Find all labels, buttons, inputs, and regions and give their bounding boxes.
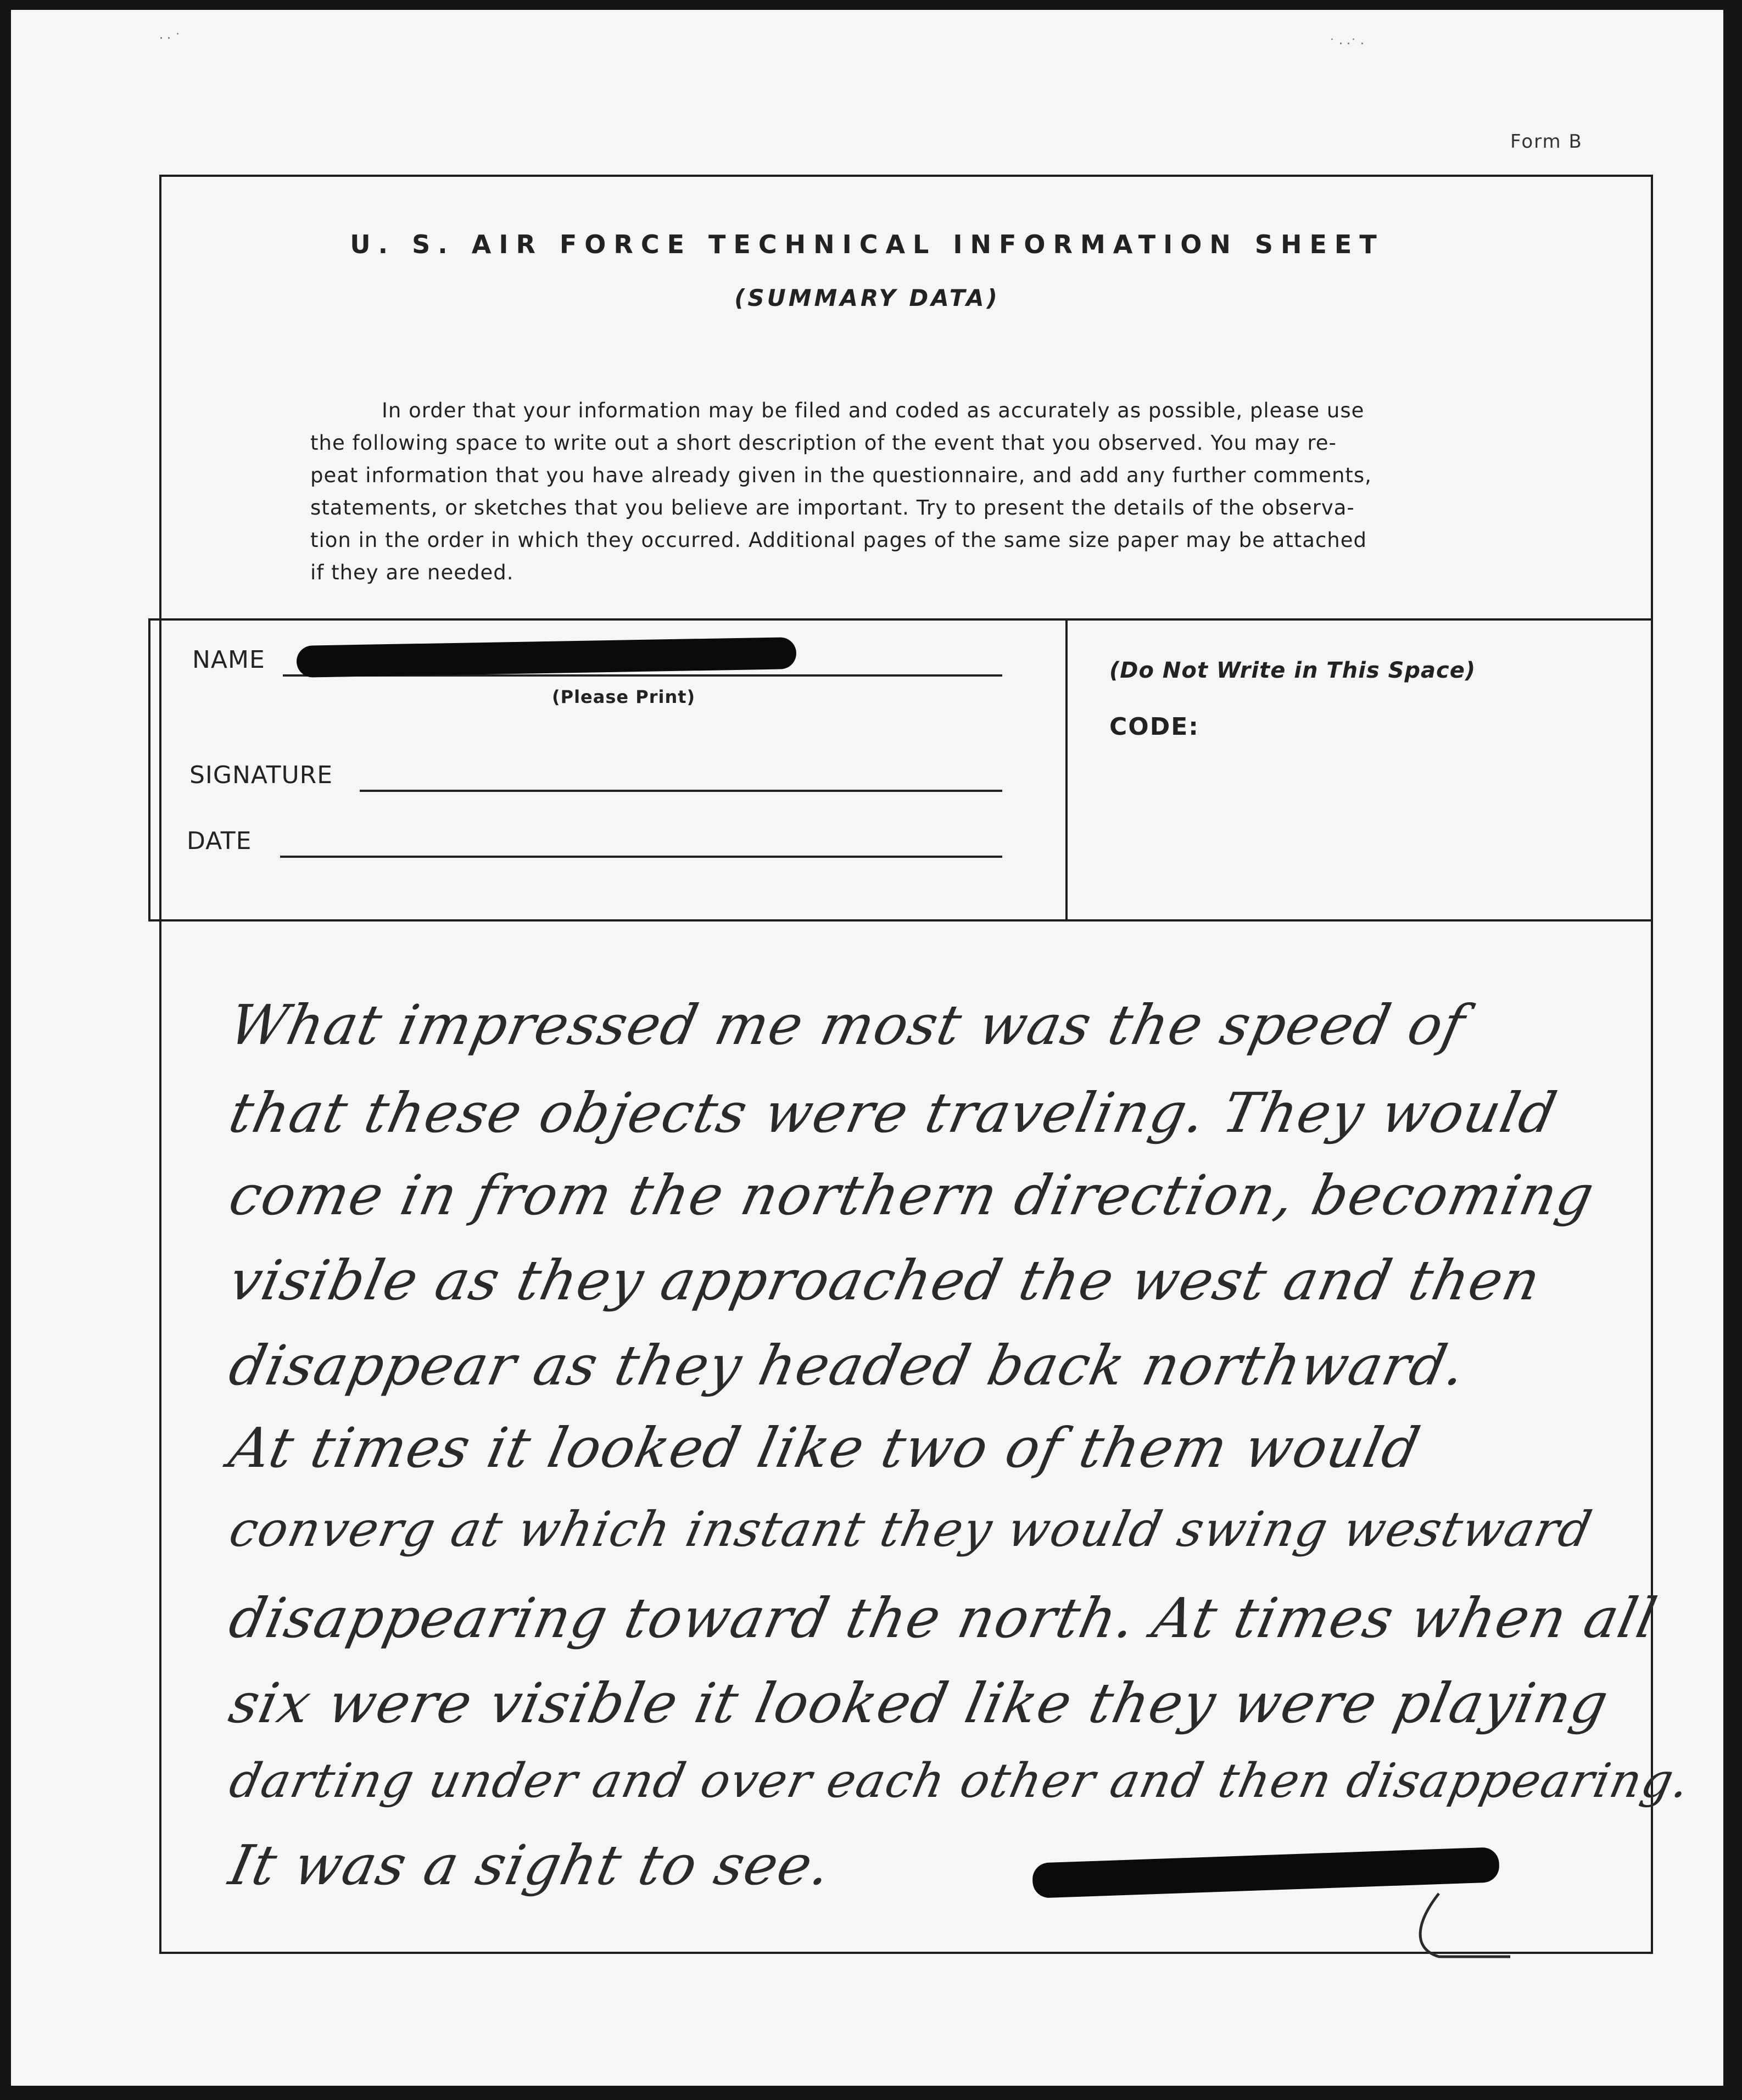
instruction-line: In order that your information may be filed and coded as accurately as possible, please use	[382, 399, 1365, 422]
date-label: DATE	[187, 827, 252, 855]
signature-label: SIGNATURE	[189, 761, 333, 789]
narrative-line: darting under and over each other and then disappearing.	[225, 1753, 1696, 1808]
pen-stroke-mark	[1406, 1888, 1516, 1965]
narrative-line: At times it looked like two of them would	[224, 1416, 1426, 1480]
narrative-line: that these objects were traveling. They would	[224, 1081, 1563, 1145]
column-divider	[1065, 618, 1068, 919]
instruction-line: the following space to write out a short description of the event that you observed. You may re-	[310, 431, 1337, 455]
document-page	[11, 10, 1723, 2086]
frame-left-edge	[148, 618, 150, 919]
instruction-line: if they are needed.	[310, 561, 514, 584]
code-label: CODE:	[1109, 713, 1199, 741]
form-id: Form B	[1510, 131, 1583, 153]
instruction-line: tion in the order in which they occurred. Additional pages of the same size paper may be attached	[310, 528, 1367, 552]
section-divider	[148, 919, 1653, 921]
narrative-line: visible as they approached the west and then	[224, 1248, 1547, 1312]
narrative-line: disappear as they headed back northward.	[224, 1333, 1472, 1398]
name-label: NAME	[192, 646, 265, 674]
narrative-line: It was a sight to see.	[224, 1833, 838, 1897]
narrative-line: disappearing toward the north. At times when all	[224, 1586, 1663, 1650]
instructions-paragraph	[310, 394, 1508, 589]
instruction-line: statements, or sketches that you believe are important. Try to present the details of the observa-	[310, 496, 1355, 520]
form-subtitle: (SUMMARY DATA)	[734, 284, 1000, 311]
office-use-note: (Do Not Write in This Space)	[1109, 658, 1476, 683]
scan-specks: ˙ · ·˙ ·	[1329, 37, 1364, 51]
narrative-line: What impressed me most was the speed of	[224, 993, 1472, 1057]
narrative-line: converg at which instant they would swing westward	[225, 1501, 1598, 1557]
narrative-line: come in from the northern direction, becoming	[224, 1163, 1600, 1227]
form-title: U. S. AIR FORCE TECHNICAL INFORMATION SHEET	[350, 230, 1384, 259]
name-print-hint: (Please Print)	[552, 686, 696, 707]
date-field[interactable]	[280, 856, 1002, 858]
section-divider	[148, 618, 1653, 621]
scan-specks: · · ˙	[159, 32, 181, 46]
instruction-line: peat information that you have already given in the questionnaire, and add any further comments,	[310, 463, 1372, 487]
signature-field[interactable]	[360, 790, 1002, 792]
narrative-line: six were visible it looked like they were playing	[224, 1671, 1615, 1735]
